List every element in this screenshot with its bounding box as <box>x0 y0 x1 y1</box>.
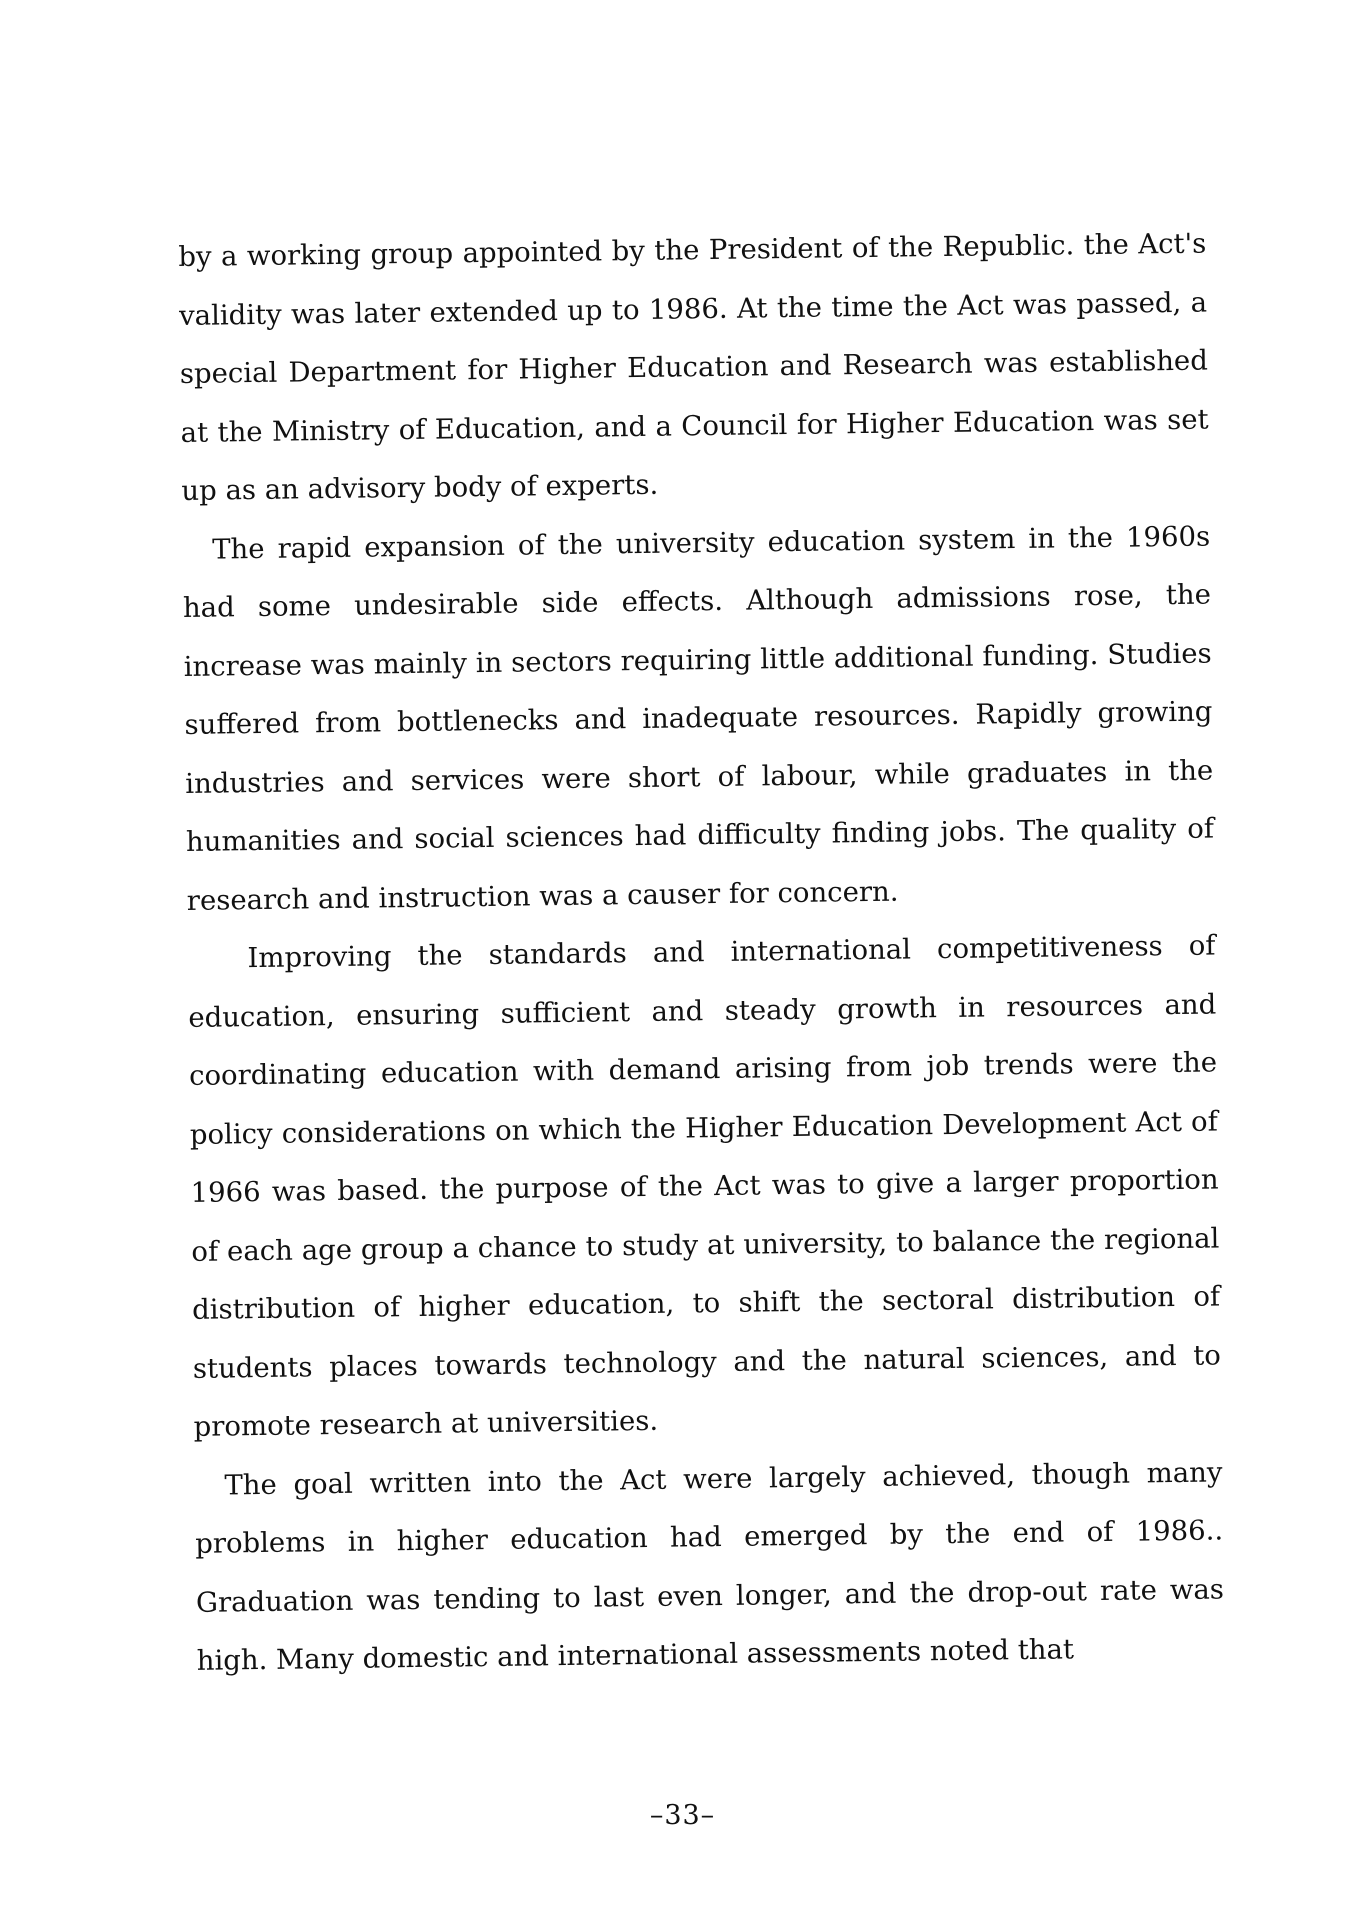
paragraph-1: by a working group appointed by the President of the Republic. the Act's validity was later extended up to 1986. At the time the Act was passed, a special Department for Higher Education and Research was established at the Ministry of Education, and a Council for Higher Education was set up as an advisory body of experts. <box>178 227 1209 507</box>
paragraph-2: The rapid expansion of the university education system in the 1960s had some undesirable side effects. Although admissions rose, the increase was mainly in sectors requiring little additional funding. Studies suffered from bottlenecks and inadequate resources. Rapidly growing industries and services were short of labour, while graduates in the humanities and social sciences had difficulty finding jobs. The quality of research and instruction was a causer for concern. <box>182 520 1215 917</box>
paragraph-4: The goal written into the Act were largely achieved, though many problems in higher education had emerged by the end of 1986.. Graduation was tending to last even longer, and the drop-out rate was high. Many domestic and international assessments noted that <box>195 1455 1225 1677</box>
page-number: –33– <box>649 1800 716 1831</box>
paragraph-3: Improving the standards and international competitiveness of education, ensuring sufficient and steady growth in resources and coordinating education with demand arising from job trends were the policy considerations on which the Higher Education Development Act of 1966 was based. the purpose of the Act was to give a larger proportion of each age group a chance to study at university, to balance the regional distribution of higher education, to shift the sectoral distribution of students places towards technology and the natural sciences, and to promote research at universities. <box>188 929 1222 1443</box>
body-text <box>178 215 1225 1691</box>
